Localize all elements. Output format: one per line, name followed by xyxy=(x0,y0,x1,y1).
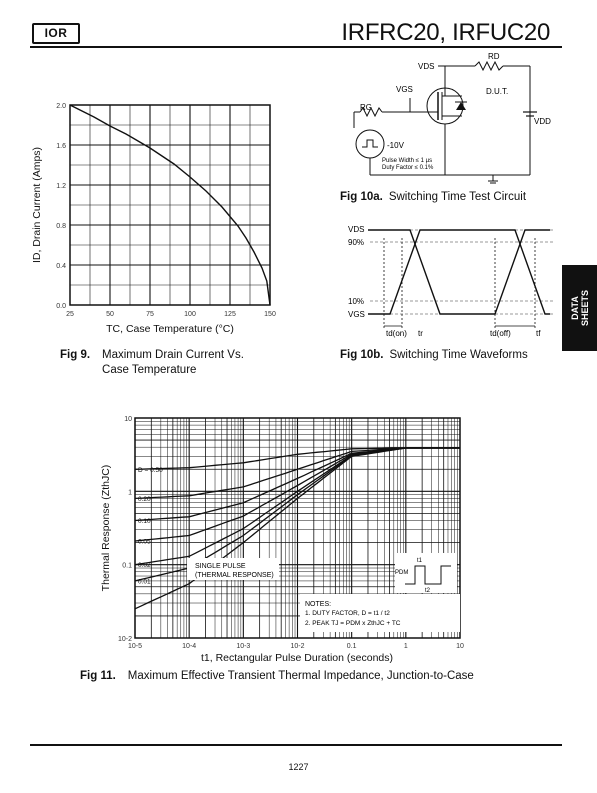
t1-label: t1 xyxy=(417,558,423,564)
wave-90-label: 90% xyxy=(348,238,365,247)
wave-vgs-label: VGS xyxy=(348,310,365,319)
note-1: 1. DUTY FACTOR, D = t1 / t2 xyxy=(305,610,390,617)
fig9-x-axis-label: TC, Case Temperature (°C) xyxy=(106,323,234,335)
fig9-y-tick-label: 2.0 xyxy=(56,103,66,110)
pulse-inset xyxy=(395,553,457,594)
vds-label: VDS xyxy=(418,62,435,71)
footer-rule xyxy=(30,744,562,746)
fig11-y-axis-label: Thermal Response (ZthJC) xyxy=(100,464,112,592)
fig11-y-tick-label: 10 xyxy=(124,416,132,423)
fig9-y-tick-label: 0.0 xyxy=(56,303,66,310)
fig10b-caption-text: Switching Time Waveforms xyxy=(389,349,528,361)
fig10a-caption-number: Fig 10a. xyxy=(340,191,383,203)
header-rule xyxy=(30,46,562,48)
fig9-ticks xyxy=(56,103,276,318)
tf-label: tf xyxy=(536,329,541,338)
company-logo: IOR xyxy=(32,23,80,44)
fig11-x-tick-label: 0.1 xyxy=(346,643,357,650)
fig9-chart xyxy=(0,90,300,350)
td-on-label: td(on) xyxy=(386,329,407,338)
fig10a-caption xyxy=(340,190,526,205)
t2-label: t2 xyxy=(425,588,431,594)
fig10a-circuit xyxy=(340,50,562,185)
vdd-label: VDD xyxy=(534,117,551,126)
fig9-x-tick-label: 50 xyxy=(106,311,114,318)
fig11-x-axis-label: t1, Rectangular Pulse Duration (seconds) xyxy=(200,652,394,664)
fig9-y-tick-label: 1.2 xyxy=(56,183,66,190)
fig9-caption-number: Fig 9. xyxy=(60,349,91,361)
fig9-y-tick-label: 0.4 xyxy=(56,263,66,270)
body-diode-icon xyxy=(456,102,466,110)
fig10b-caption-number: Fig 10b. xyxy=(340,349,384,361)
fig11-y-tick-label: 1 xyxy=(128,489,132,497)
fig9-x-tick-label: 75 xyxy=(146,311,154,318)
fig11-series-label: 0.05 xyxy=(138,538,151,546)
fig9-y-axis-label: ID, Drain Current (Amps) xyxy=(31,146,43,264)
fig9-x-tick-label: 100 xyxy=(184,311,196,318)
fig11-series-label: 0.10 xyxy=(138,518,151,525)
fig9-x-tick-label: 25 xyxy=(66,311,74,318)
fig10b-waveforms xyxy=(340,218,562,340)
single-pulse-label: SINGLE PULSE (THERMAL RESPONSE) xyxy=(195,563,274,579)
fig11-series-label: 0.02 xyxy=(138,562,151,570)
fig9-caption xyxy=(60,348,244,378)
notes-title: NOTES: xyxy=(305,601,332,608)
fig9-caption-text: Maximum Drain Current Vs. Case Temperature xyxy=(102,349,244,376)
fig11-caption-number: Fig 11. xyxy=(80,670,116,682)
fig11-caption-text: Maximum Effective Transient Thermal Impedance, Junction-to-Case xyxy=(127,670,474,682)
fig9-y-tick-label: 1.6 xyxy=(56,143,66,150)
fig11-x-tick-label: 1 xyxy=(403,643,408,650)
page-number: 1227 xyxy=(288,762,309,772)
wave-10-label: 10% xyxy=(348,297,365,306)
rg-label: RG xyxy=(360,103,372,112)
fig11-chart xyxy=(95,408,475,670)
pdm-label: PDM xyxy=(395,570,409,576)
fig11-x-tick-label: 10-2 xyxy=(290,643,305,650)
fig9-x-tick-label: 150 xyxy=(264,311,276,318)
fig11-x-tick-label: 10-5 xyxy=(127,643,143,650)
fig9-grid xyxy=(70,105,270,305)
fig10b-caption xyxy=(340,348,528,363)
pulse-spec-label: Pulse Width ≤ 1 µs Duty Factor ≤ 0.1% xyxy=(382,158,434,171)
data-sheets-tab xyxy=(562,265,597,351)
fig11-x-tick-label: 10-4 xyxy=(182,643,197,650)
fig11-x-tick-label: 10 xyxy=(456,643,464,650)
fig10a-caption-text: Switching Time Test Circuit xyxy=(388,191,527,203)
rd-resistor xyxy=(475,62,503,70)
pulse-source xyxy=(356,130,384,158)
fig11-x-tick-label: 10-3 xyxy=(236,643,251,650)
fig11-caption xyxy=(80,669,474,684)
data-sheets-label: DATA SHEETS xyxy=(569,289,590,327)
fig11-series-labels xyxy=(138,467,163,586)
tr-label: tr xyxy=(418,329,423,338)
fig11-series-label: 0.01 xyxy=(138,578,151,586)
part-number-title: IRFRC20, IRFUC20 xyxy=(341,19,550,46)
fig9-y-tick-label: 0.8 xyxy=(56,223,66,230)
dut-label: D.U.T. xyxy=(486,87,509,96)
wave-vds-label: VDS xyxy=(348,225,365,234)
fig11-y-tick-label: 0.1 xyxy=(122,562,132,570)
rd-label: RD xyxy=(488,52,500,61)
fig11-y-tick-label: 10-2 xyxy=(117,636,132,643)
td-off-label: td(off) xyxy=(490,329,511,338)
fig11-series-label: 0.20 xyxy=(138,495,151,503)
fig11-series-label: D = 0.50 xyxy=(138,466,163,474)
minus-10v-label: -10V xyxy=(387,141,404,150)
vgs-label: VGS xyxy=(396,85,413,94)
fig9-x-tick-label: 125 xyxy=(224,311,236,318)
note-2: 2. PEAK TJ = PDM x ZthJC + TC xyxy=(305,620,401,627)
